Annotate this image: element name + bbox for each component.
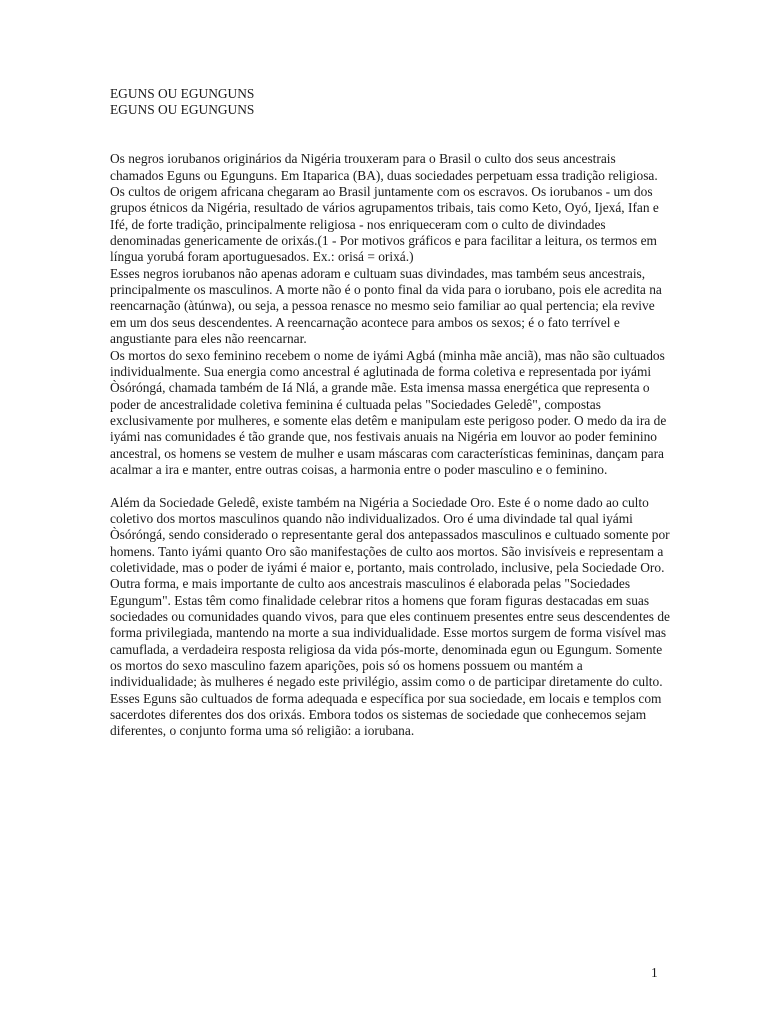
- paragraph-egun-worship: Esses Eguns são cultuados de forma adequada e específica por sua sociedade, em locais e templos com sacerdotes diferentes dos dos orixás. Embora todos os sistemas de sociedade que conhecemos sejam diferentes, o conjunto forma uma só religião: a iorubana.: [110, 690, 662, 739]
- paragraph-african-cults: Os cultos de origem africana chegaram ao Brasil juntamente com os escravos. Os iorubanos - um dos grupos étnicos da Nigéria, resultado de vários agrupamentos tribais, tais como Keto, Oyó, Ijexá, Ifan e Ifé, de forte tradição, principalmente religiosa - nos enriqueceram com o culto de divindades denominadas genericamente de orixás.(1 - Por motivos gráficos e para facilitar a leitura, os termos em língua yorubá foram aportuguesados. Ex.: orisá = orixá.): [110, 184, 659, 265]
- paragraph-female-dead: Os mortos do sexo feminino recebem o nome de iyámi Agbá (minha mãe anciã), mas não são cultuados individualmente. Sua energia como ancestral é aglutinada de forma coletiva e representada por iyámi Òsóróngá, chamada também de Iá Nlá, a grande mãe. Esta imensa massa energética que representa o poder de ancestralidade coletiva feminina é cultuada pelas "Sociedades Geledê", compostas exclusivamente por mulheres, e somente elas detêm e manipulam este perigoso poder. O medo da ira de iyámi nas comunidades é tão grande que, nos festivais anuais na Nigéria em louvor ao poder feminino ancestral, os homens se vestem de mulher e usam máscaras com características femininas, dançam para acalmar a ira e manter, entre outras coisas, a harmonia entre o poder masculino e o feminino.: [110, 347, 667, 477]
- title-line: EGUNS OU EGUNGUNS: [110, 86, 255, 101]
- document-title: [110, 86, 670, 119]
- paragraph-oro-society: Além da Sociedade Geledê, existe também na Nigéria a Sociedade Oro. Este é o nome dado ao culto coletivo dos mortos masculinos quando não individualizados. Oro é uma divindade tal qual iyámi Òsóróngá, sendo considerado o representante geral dos antepassados masculinos e cultuado somente por homens. Tanto iyámi quanto Oro são manifestações de culto aos mortos. São invisíveis e representam a coletividade, mas o poder de iyámi é maior e, portanto, mais controlado, inclusive, pela Sociedade Oro.: [110, 494, 670, 575]
- page-number: 1: [651, 965, 658, 980]
- title-spacer: [110, 119, 670, 152]
- title-line-repeat: EGUNS OU EGUNGUNS: [110, 102, 255, 118]
- paragraph-egungum-societies: Outra forma, e mais importante de culto aos ancestrais masculinos é elaborada pelas "Sociedades Egungum". Estas têm como finalidade celebrar ritos a homens que foram figuras destacadas em suas sociedades ou comunidades quando vivos, para que eles continuem presentes entre seus descendentes de forma privilegiada, mantendo na morte a sua individualidade. Esse mortos surgem de forma visível mas camuflada, a verdadeira resposta religiosa da vida pós-morte, denominada egun ou Egungum. Somente os mortos do sexo masculino fazem aparições, pois só os homens possuem ou mantém a individualidade; às mulheres é negado este privilégio, assim como o de participar diretamente do culto.: [110, 576, 670, 690]
- paragraph-origins: Os negros iorubanos originários da Nigéria trouxeram para o Brasil o culto dos seus ancestrais chamados Eguns ou Egunguns. Em Itaparica (BA), duas sociedades perpetuam essa tradição religiosa.: [110, 151, 658, 183]
- paragraph-gap: [110, 478, 670, 494]
- paragraph-ancestors: Esses negros iorubanos não apenas adoram e cultuam suas divindades, mas também seus ancestrais, principalmente os masculinos. A morte não é o ponto final da vida para o iorubano, pois ele acredita na reencarnação (àtúnwa), ou seja, a pessoa renasce no mesmo seio familiar ao qual pertencia; ela revive em um dos seus descendentes. A reencarnação acontece para ambos os sexos; é o fato terrível e angustiante para eles não reencarnar.: [110, 265, 662, 347]
- document-body: [110, 86, 670, 740]
